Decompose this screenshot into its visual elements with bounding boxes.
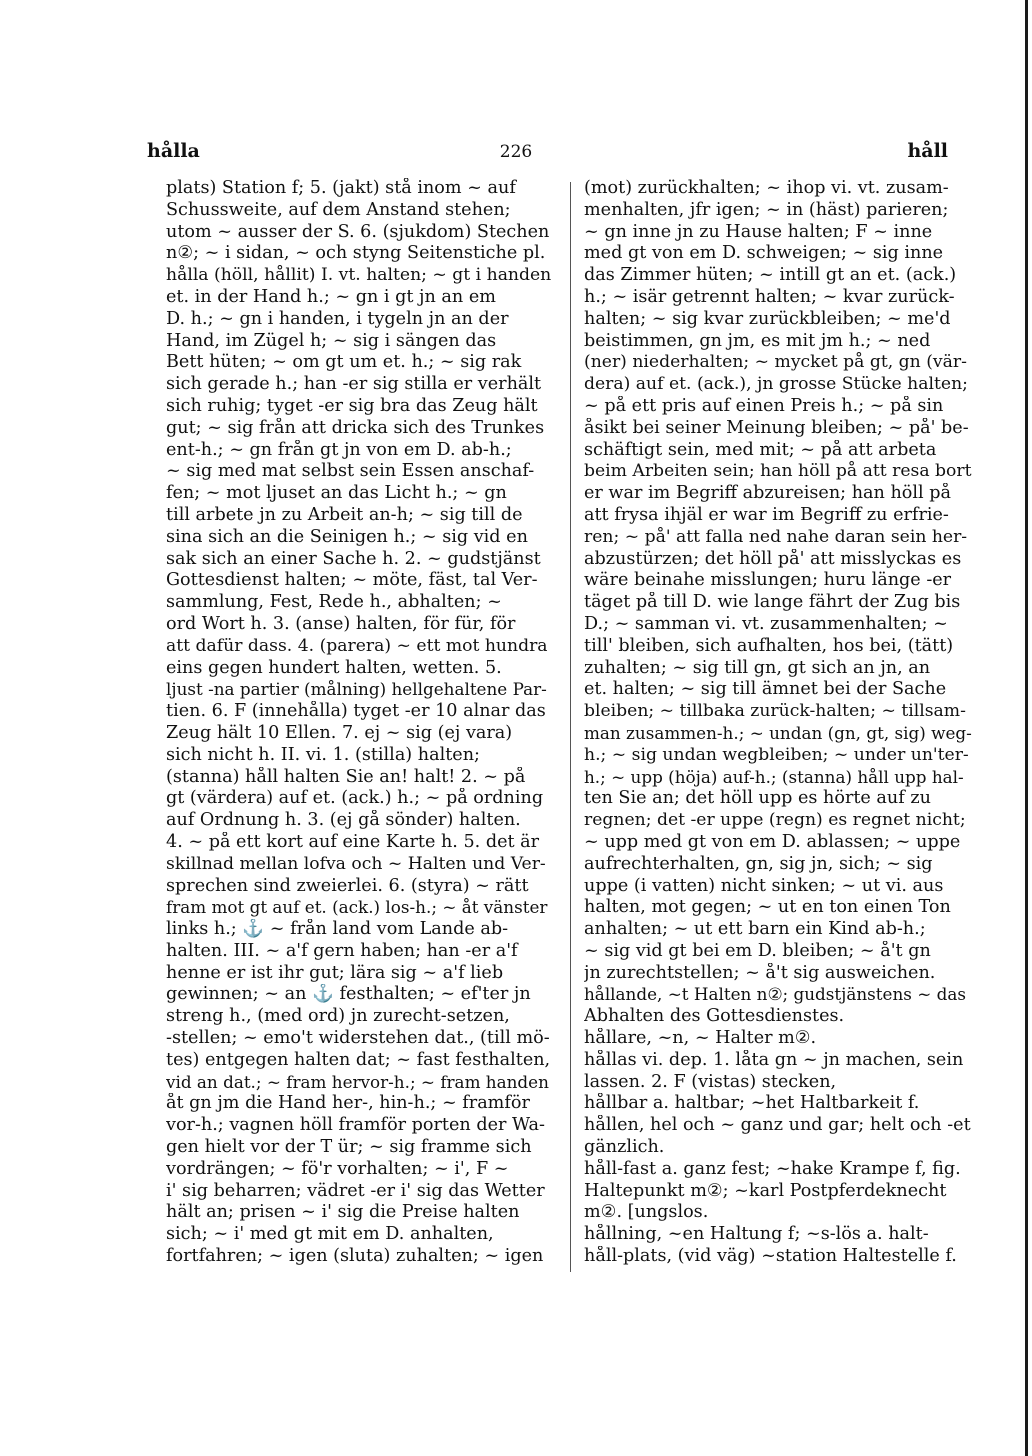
text-line: h.; ~ upp (höja) auf-h.; (stanna) håll upp hal- xyxy=(584,766,964,787)
text-line: eins gegen hundert halten, wetten. 5. xyxy=(166,657,502,678)
running-head-right: håll xyxy=(907,140,948,162)
text-line: h.; ~ sig undan wegbleiben; ~ under un'ter- xyxy=(584,744,969,765)
left-column xyxy=(166,178,554,1268)
text-line: täget på till D. wie lange fährt der Zug bis xyxy=(584,592,961,613)
text-line: att frysa ihjäl er war im Begriff zu erfrie- xyxy=(584,504,949,525)
text-line: sich gerade h.; han -er sig stilla er verhält xyxy=(166,374,542,395)
page-number: 226 xyxy=(499,142,533,162)
text-line: vordrängen; ~ fö'r vorhalten; ~ i', F ~ xyxy=(166,1158,509,1179)
running-head-left: hålla xyxy=(147,140,200,162)
text-line: sich; ~ i' med gt mit em D. anhalten, xyxy=(166,1224,494,1245)
text-line: gänzlich. xyxy=(584,1137,665,1158)
text-line: halten. III. ~ a'f gern haben; han -er a'f xyxy=(166,940,518,961)
scan-edge xyxy=(1025,0,1028,1456)
text-line: ~ på ett pris auf einen Preis h.; ~ på sin xyxy=(584,395,944,416)
text-line: Haltepunkt m②; ~karl Postpferdeknecht xyxy=(584,1180,947,1201)
text-line: ten Sie an; det höll upp es hörte auf zu xyxy=(584,788,931,809)
text-line: Zeug hält 10 Ellen. 7. ej ~ sig (ej vara) xyxy=(166,722,513,743)
column-divider xyxy=(570,182,571,1272)
text-line: hållare, ~n, ~ Halter m②. xyxy=(584,1028,817,1049)
right-column xyxy=(584,178,972,1268)
text-line: et. in der Hand h.; ~ gn i gt jn an em xyxy=(166,286,496,307)
text-line: et. halten; ~ sig till ämnet bei der Sache xyxy=(584,679,947,700)
text-line: m②. [ungslos. xyxy=(584,1202,709,1223)
text-line: dera) auf et. (ack.), jn grosse Stücke halten; xyxy=(584,374,968,395)
text-line: zuhalten; ~ sig till gn, gt sich an jn, an xyxy=(584,657,931,678)
text-line: gewinnen; ~ an ⚓ festhalten; ~ ef'ter jn xyxy=(166,984,531,1005)
text-line: (mot) zurückhalten; ~ ihop vi. vt. zusam- xyxy=(584,178,949,198)
text-line: halten, mot gegen; ~ ut en ton einen Ton xyxy=(584,897,951,918)
text-line: hållande, ~t Halten n②; gudstjänstens ~ das xyxy=(584,984,966,1005)
text-line: jn zurechtstellen; ~ å't sig ausweichen. xyxy=(584,962,936,983)
text-line: hålla (höll, hållit) I. vt. halten; ~ gt i handen xyxy=(166,265,552,286)
text-line: links h.; ⚓ ~ från land vom Lande ab- xyxy=(166,919,509,940)
text-line: åt gn jm die Hand her-, hin-h.; ~ framför xyxy=(166,1093,530,1114)
text-line: n②; ~ i sidan, ~ och styng Seitenstiche pl. xyxy=(166,243,546,264)
text-line: sina sich an die Seinigen h.; ~ sig vid en xyxy=(166,526,528,547)
text-line: Hand, im Zügel h; ~ sig i sängen das xyxy=(166,330,497,351)
text-line: till' bleiben, sich aufhalten, hos bei, (tätt) xyxy=(584,635,954,656)
text-line: er war im Begriff abzureisen; han höll på xyxy=(584,483,951,504)
text-line: ~ sig med mat selbst sein Essen anschaf- xyxy=(166,461,535,482)
text-line: hållbar a. haltbar; ~het Haltbarkeit f. xyxy=(584,1093,920,1114)
text-line: beim Arbeiten sein; han höll på att resa bort xyxy=(584,461,972,482)
text-line: fram mot gt auf et. (ack.) los-h.; ~ åt vänster xyxy=(166,897,548,918)
text-line: (stanna) håll halten Sie an! halt! 2. ~ på xyxy=(166,766,526,787)
text-line: håll-fast a. ganz fest; ~hake Krampe f, fig. xyxy=(584,1158,961,1179)
text-line: Schussweite, auf dem Anstand stehen; xyxy=(166,199,511,220)
text-line: ~ gn inne jn zu Hause halten; F ~ inne xyxy=(584,221,933,242)
text-line: ren; ~ på' att falla ned nahe daran sein her- xyxy=(584,526,968,547)
text-line: fen; ~ mot ljuset an das Licht h.; ~ gn xyxy=(166,483,507,504)
text-line: hållas vi. dep. 1. låta gn ~ jn machen, sein xyxy=(584,1049,964,1070)
text-line: schäftigt sein, med mit; ~ på att arbeta xyxy=(584,439,937,460)
text-line: h.; ~ isär getrennt halten; ~ kvar zurück- xyxy=(584,286,955,307)
text-line: -stellen; ~ emo't widerstehen dat., (till mö- xyxy=(166,1028,550,1049)
text-line: tes) entgegen halten dat; ~ fast festhalten, xyxy=(166,1049,551,1070)
text-line: wäre beinahe misslungen; huru länge -er xyxy=(584,570,952,591)
text-line: Bett hüten; ~ om gt um et. h.; ~ sig rak xyxy=(166,352,522,373)
text-line: sammlung, Fest, Rede h., abhalten; ~ xyxy=(166,592,502,613)
text-line: hållen, hel och ~ ganz und gar; helt och -et xyxy=(584,1115,971,1136)
text-line: att dafür dass. 4. (parera) ~ ett mot hundra xyxy=(166,635,548,656)
text-line: håll-plats, (vid väg) ~station Haltestelle f. xyxy=(584,1246,957,1267)
text-line: ord Wort h. 3. (anse) halten, för für, för xyxy=(166,613,516,634)
text-line: sich ruhig; tyget -er sig bra das Zeug hält xyxy=(166,395,538,416)
text-line: vid an dat.; ~ fram hervor-h.; ~ fram handen xyxy=(166,1071,549,1092)
text-line: ~ sig vid gt bei em D. bleiben; ~ å't gn xyxy=(584,940,931,961)
text-line: fortfahren; ~ igen (sluta) zuhalten; ~ igen xyxy=(166,1246,544,1267)
text-line: abzustürzen; det höll på' att misslyckas es xyxy=(584,548,962,569)
text-line: bleiben; ~ tillbaka zurück-halten; ~ tillsam- xyxy=(584,701,966,722)
text-line: lassen. 2. F (vistas) stecken, xyxy=(584,1071,837,1092)
text-line: auf Ordnung h. 3. (ej gå sönder) halten. xyxy=(166,810,521,831)
text-line: man zusammen-h.; ~ undan (gn, gt, sig) weg- xyxy=(584,722,972,743)
text-line: beistimmen, gn jm, es mit jm h.; ~ ned xyxy=(584,330,931,351)
text-line: regnen; det -er uppe (regn) es regnet nicht; xyxy=(584,810,966,831)
text-line: sprechen sind zweierlei. 6. (styra) ~ rätt xyxy=(166,875,529,896)
text-line: Abhalten des Gottesdienstes. xyxy=(584,1006,845,1027)
text-line: hält an; prisen ~ i' sig die Preise halten xyxy=(166,1202,520,1223)
text-line: till arbete jn zu Arbeit an-h; ~ sig till de xyxy=(166,504,523,525)
text-line: halten; ~ sig kvar zurückbleiben; ~ me'd xyxy=(584,308,951,329)
text-line: gen hielt vor der T ür; ~ sig framme sich xyxy=(166,1137,532,1158)
text-line: sak sich an einer Sache h. 2. ~ gudstjänst xyxy=(166,548,541,569)
text-line: uppe (i vatten) nicht sinken; ~ ut vi. aus xyxy=(584,875,944,896)
text-line: i' sig beharren; vädret -er i' sig das Wetter xyxy=(166,1180,545,1201)
text-line: med gt von em D. schweigen; ~ sig inne xyxy=(584,243,944,264)
text-line: D. h.; ~ gn i handen, i tygeln jn an der xyxy=(166,308,509,329)
text-line: ~ upp med gt von em D. ablassen; ~ uppe xyxy=(584,831,961,852)
text-line: streng h., (med ord) jn zurecht-setzen, xyxy=(166,1006,510,1027)
text-line: (ner) niederhalten; ~ mycket på gt, gn (vär- xyxy=(584,352,967,373)
text-line: utom ~ ausser der S. 6. (sjukdom) Stechen xyxy=(166,221,550,242)
text-line: menhalten, jfr igen; ~ in (häst) parieren; xyxy=(584,199,949,220)
text-line: henne er ist ihr gut; lära sig ~ a'f lieb xyxy=(166,962,504,983)
text-line: anhalten; ~ ut ett barn ein Kind ab-h.; xyxy=(584,919,926,940)
text-line: gut; ~ sig från att dricka sich des Trunkes xyxy=(166,417,545,438)
text-line: tien. 6. F (innehålla) tyget -er 10 alnar das xyxy=(166,701,546,722)
text-line: åsikt bei seiner Meinung bleiben; ~ på' be- xyxy=(584,417,969,438)
text-line: D.; ~ samman vi. vt. zusammenhalten; ~ xyxy=(584,613,948,634)
text-line: ljust -na partier (målning) hellgehaltene Par- xyxy=(166,679,547,700)
text-line: skillnad mellan lofva och ~ Halten und Ver- xyxy=(166,853,546,874)
text-line: sich nicht h. II. vi. 1. (stilla) halten; xyxy=(166,744,480,765)
text-line: gt (värdera) auf et. (ack.) h.; ~ på ordning xyxy=(166,788,544,809)
text-line: hållning, ~en Haltung f; ~s-lös a. halt- xyxy=(584,1224,929,1245)
text-line: plats) Station f; 5. (jakt) stå inom ~ auf xyxy=(166,178,516,198)
text-line: ent-h.; ~ gn från gt jn von em D. ab-h.; xyxy=(166,439,512,460)
text-line: vor-h.; vagnen höll framför porten der Wa- xyxy=(166,1115,545,1136)
text-line: das Zimmer hüten; ~ intill gt an et. (ack.) xyxy=(584,265,957,286)
text-line: aufrechterhalten, gn, sig jn, sich; ~ sig xyxy=(584,853,933,874)
text-line: Gottesdienst halten; ~ möte, fäst, tal Ver- xyxy=(166,570,538,591)
text-line: 4. ~ på ett kort auf eine Karte h. 5. det är xyxy=(166,831,540,852)
